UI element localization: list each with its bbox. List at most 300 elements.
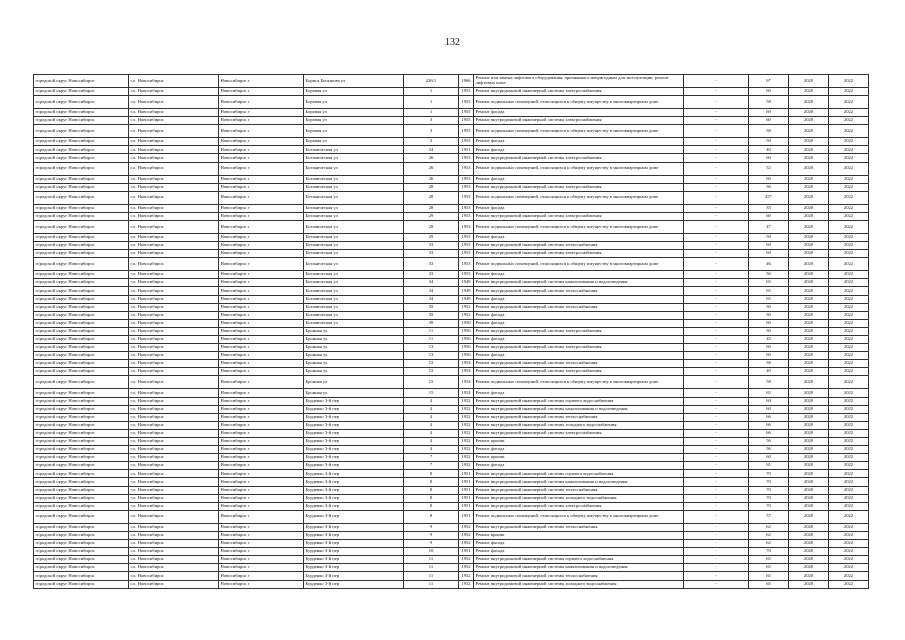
table-row [34,486,869,494]
district-cell: городской округ Новосибирск [34,446,129,454]
table-row [34,413,869,421]
work-type-cell: Ремонт фасада [474,319,684,327]
end-year-cell: 2022 [829,389,869,397]
city-cell: Новосибирск г [219,303,304,311]
end-year-cell: 2022 [829,204,869,212]
house-number-cell: 9 [404,540,459,548]
table-row [34,548,869,556]
year-built-cell: 1955 [459,88,474,96]
year-built-cell: 1951 [459,510,474,523]
district-cell: городской округ Новосибирск [34,502,129,510]
city-cell: Новосибирск г [219,421,304,429]
year-built-cell: 1952 [459,454,474,462]
dash-cell: - [684,429,749,437]
street-cell: Бурденко 3-й пер [304,580,404,588]
end-year-cell: 2022 [829,531,869,539]
work-type-cell: Ремонт внутридомовой инженерной системы канализования и водоотведения [474,279,684,287]
end-year-cell: 2022 [829,502,869,510]
municipality-cell: г.о. Новосибирск [129,138,219,146]
year-built-cell: 1953 [459,204,474,212]
work-type-cell: Ремонт фасада [474,548,684,556]
street-cell: Ботаническая ул [304,279,404,287]
house-number-cell: 4 [404,446,459,454]
house-number-cell: 28 [404,183,459,191]
dash-cell: - [684,523,749,531]
work-type-cell: Ремонт внутридомовой инженерной системы канализования и водоотведения [474,564,684,572]
table-row [34,191,869,204]
months-cell: 66 [749,413,789,421]
street-cell: Ботаническая ул [304,175,404,183]
district-cell: городской округ Новосибирск [34,233,129,241]
street-cell: Бронная ул [304,389,404,397]
district-cell: городской округ Новосибирск [34,564,129,572]
start-year-cell: 2020 [789,117,829,125]
year-built-cell: 1954 [459,368,474,376]
dash-cell: - [684,271,749,279]
start-year-cell: 2020 [789,494,829,502]
city-cell: Новосибирск г [219,212,304,220]
year-built-cell: 1952 [459,564,474,572]
start-year-cell: 2020 [789,523,829,531]
year-built-cell: 1952 [459,405,474,413]
end-year-cell: 2022 [829,454,869,462]
work-type-cell: Ремонт фасада [474,204,684,212]
municipality-cell: г.о. Новосибирск [129,117,219,125]
city-cell: Новосибирск г [219,494,304,502]
house-number-cell: 33 [404,258,459,271]
street-cell: Бронная ул [304,352,404,360]
house-number-cell: 8 [404,486,459,494]
year-built-cell: 1953 [459,233,474,241]
year-built-cell: 1953 [459,183,474,191]
house-number-cell: 4 [404,413,459,421]
months-cell: 56 [749,438,789,446]
table-row [34,319,869,327]
municipality-cell: г.о. Новосибирск [129,88,219,96]
table-row [34,389,869,397]
year-built-cell: 1951 [459,478,474,486]
dash-cell: - [684,175,749,183]
months-cell: 52 [749,162,789,175]
city-cell: Новосибирск г [219,327,304,335]
months-cell: 6* [749,75,789,88]
street-cell: Ботаническая ул [304,295,404,303]
street-cell: Ботаническая ул [304,258,404,271]
house-number-cell: 34 [404,295,459,303]
year-built-cell: 1952 [459,397,474,405]
city-cell: Новосибирск г [219,556,304,564]
district-cell: городской округ Новосибирск [34,242,129,250]
start-year-cell: 2020 [789,446,829,454]
months-cell: 50 [749,327,789,335]
city-cell: Новосибирск г [219,125,304,138]
street-cell: Бурденко 3-й пер [304,564,404,572]
street-cell: Бурденко 3-й пер [304,531,404,539]
end-year-cell: 2022 [829,220,869,233]
dash-cell: - [684,258,749,271]
dash-cell: - [684,531,749,539]
work-type-cell: Ремонт внутридомовой инженерной системы теплоснабжения [474,572,684,580]
work-type-cell: Ремонт фасада [474,540,684,548]
street-cell: Бронная ул [304,360,404,368]
table-row [34,125,869,138]
district-cell: городской округ Новосибирск [34,319,129,327]
house-number-cell: 13 [404,344,459,352]
months-cell: 50 [749,311,789,319]
street-cell: Ботаническая ул [304,242,404,250]
work-type-cell: Ремонт внутридомовой инженерной системы теплоснабжения [474,287,684,295]
municipality-cell: г.о. Новосибирск [129,233,219,241]
year-built-cell: 1950 [459,319,474,327]
end-year-cell: 2022 [829,413,869,421]
start-year-cell: 2020 [789,220,829,233]
end-year-cell: 2022 [829,438,869,446]
district-cell: городской округ Новосибирск [34,154,129,162]
municipality-cell: г.о. Новосибирск [129,531,219,539]
table-row [34,303,869,311]
table-row [34,295,869,303]
work-type-cell: Ремонт подвальных помещений, относящихся к общему имуществу в многоквартирном доме [474,96,684,109]
start-year-cell: 2020 [789,75,829,88]
district-cell: городской округ Новосибирск [34,327,129,335]
start-year-cell: 2020 [789,486,829,494]
city-cell: Новосибирск г [219,470,304,478]
district-cell: городской округ Новосибирск [34,470,129,478]
dash-cell: - [684,146,749,154]
municipality-cell: г.о. Новосибирск [129,258,219,271]
work-type-cell: Ремонт подвальных помещений, относящихся к общему имуществу в многоквартирном доме [474,376,684,389]
start-year-cell: 2020 [789,462,829,470]
table-row [34,204,869,212]
dash-cell: - [684,88,749,96]
work-type-cell: Ремонт фасада [474,462,684,470]
year-built-cell: 1951 [459,146,474,154]
months-cell: 60 [749,352,789,360]
months-cell: 65 [749,572,789,580]
house-number-cell: 13 [404,352,459,360]
street-cell: Бронная ул [304,335,404,343]
work-type-cell: Ремонт внутридомовой инженерной системы холодного водоснабжения [474,580,684,588]
district-cell: городской округ Новосибирск [34,250,129,258]
city-cell: Новосибирск г [219,258,304,271]
city-cell: Новосибирск г [219,233,304,241]
house-number-cell: 24 [404,146,459,154]
dash-cell: - [684,344,749,352]
year-built-cell: 1953 [459,242,474,250]
year-built-cell: 1954 [459,376,474,389]
house-number-cell: 26 [404,175,459,183]
municipality-cell: г.о. Новосибирск [129,564,219,572]
months-cell: 60 [749,344,789,352]
house-number-cell: 11 [404,327,459,335]
start-year-cell: 2020 [789,212,829,220]
district-cell: городской округ Новосибирск [34,204,129,212]
table-row [34,75,869,88]
start-year-cell: 2020 [789,344,829,352]
city-cell: Новосибирск г [219,117,304,125]
months-cell: 65 [749,287,789,295]
end-year-cell: 2022 [829,429,869,437]
dash-cell: - [684,96,749,109]
year-built-cell: 1952 [459,413,474,421]
municipality-cell: г.о. Новосибирск [129,303,219,311]
end-year-cell: 2022 [829,446,869,454]
dash-cell: - [684,75,749,88]
months-cell: 60 [749,397,789,405]
end-year-cell: 2022 [829,109,869,117]
dash-cell: - [684,438,749,446]
end-year-cell: 2022 [829,376,869,389]
start-year-cell: 2020 [789,556,829,564]
city-cell: Новосибирск г [219,352,304,360]
start-year-cell: 2020 [789,470,829,478]
start-year-cell: 2020 [789,327,829,335]
street-cell: Ботаническая ул [304,250,404,258]
dash-cell: - [684,405,749,413]
months-cell: 70 [749,502,789,510]
start-year-cell: 2020 [789,540,829,548]
district-cell: городской округ Новосибирск [34,287,129,295]
year-built-cell: 1952 [459,438,474,446]
months-cell: 58 [749,96,789,109]
municipality-cell: г.о. Новосибирск [129,580,219,588]
street-cell: Ботаническая ул [304,303,404,311]
street-cell: Ботаническая ул [304,183,404,191]
district-cell: городской округ Новосибирск [34,191,129,204]
dash-cell: - [684,287,749,295]
house-number-cell: 4 [404,421,459,429]
end-year-cell: 2022 [829,352,869,360]
municipality-cell: г.о. Новосибирск [129,250,219,258]
year-built-cell: 1951 [459,470,474,478]
year-built-cell: 1956 [459,335,474,343]
street-cell: Боровая ул [304,96,404,109]
table-row [34,540,869,548]
table-row [34,146,869,154]
start-year-cell: 2020 [789,429,829,437]
street-cell: Бурденко 3-й пер [304,405,404,413]
city-cell: Новосибирск г [219,191,304,204]
start-year-cell: 2020 [789,510,829,523]
city-cell: Новосибирск г [219,376,304,389]
work-type-cell: Ремонт фасада [474,271,684,279]
work-type-cell: Ремонт фасада [474,311,684,319]
street-cell: Бурденко 3-й пер [304,413,404,421]
months-cell: 62 [749,531,789,539]
work-type-cell: Ремонт фасада [474,295,684,303]
city-cell: Новосибирск г [219,88,304,96]
year-built-cell: 1952 [459,531,474,539]
start-year-cell: 2020 [789,319,829,327]
district-cell: городской округ Новосибирск [34,175,129,183]
street-cell: Ботаническая ул [304,191,404,204]
year-built-cell: 1952 [459,429,474,437]
dash-cell: - [684,486,749,494]
months-cell: 60 [749,88,789,96]
year-built-cell: 1952 [459,421,474,429]
street-cell: Бурденко 3-й пер [304,462,404,470]
year-built-cell: 1953 [459,212,474,220]
end-year-cell: 2022 [829,287,869,295]
work-type-cell: Ремонт внутридомовой инженерной системы теплоснабжения [474,523,684,531]
start-year-cell: 2020 [789,303,829,311]
months-cell: 60 [749,242,789,250]
house-number-cell: 15 [404,376,459,389]
dash-cell: - [684,421,749,429]
months-cell: 57 [749,510,789,523]
start-year-cell: 2020 [789,295,829,303]
city-cell: Новосибирск г [219,109,304,117]
table-row [34,327,869,335]
municipality-cell: г.о. Новосибирск [129,438,219,446]
table-row [34,96,869,109]
start-year-cell: 2020 [789,438,829,446]
start-year-cell: 2020 [789,175,829,183]
start-year-cell: 2020 [789,271,829,279]
street-cell: Бурденко 3-й пер [304,540,404,548]
months-cell: 58 [749,125,789,138]
start-year-cell: 2020 [789,138,829,146]
table-row [34,564,869,572]
district-cell: городской округ Новосибирск [34,279,129,287]
dash-cell: - [684,125,749,138]
end-year-cell: 2022 [829,183,869,191]
municipality-cell: г.о. Новосибирск [129,548,219,556]
table-row [34,138,869,146]
start-year-cell: 2020 [789,311,829,319]
dash-cell: - [684,242,749,250]
city-cell: Новосибирск г [219,220,304,233]
district-cell: городской округ Новосибирск [34,335,129,343]
table-row [34,462,869,470]
district-cell: городской округ Новосибирск [34,376,129,389]
table [33,74,869,589]
city-cell: Новосибирск г [219,478,304,486]
district-cell: городской округ Новосибирск [34,352,129,360]
year-built-cell: 1955 [459,96,474,109]
municipality-cell: г.о. Новосибирск [129,175,219,183]
work-type-cell: Ремонт фасада [474,138,684,146]
street-cell: Бориса Богаткова ул [304,75,404,88]
table-row [34,212,869,220]
city-cell: Новосибирск г [219,344,304,352]
district-cell: городской округ Новосибирск [34,138,129,146]
start-year-cell: 2020 [789,454,829,462]
year-built-cell: 1951 [459,502,474,510]
work-type-cell: Ремонт фасада [474,109,684,117]
municipality-cell: г.о. Новосибирск [129,295,219,303]
house-number-cell: 39 [404,319,459,327]
street-cell: Бронная ул [304,376,404,389]
work-type-cell: Ремонт внутридомовой инженерной системы теплоснабжения [474,242,684,250]
dash-cell: - [684,303,749,311]
street-cell: Ботаническая ул [304,311,404,319]
district-cell: городской округ Новосибирск [34,523,129,531]
work-type-cell: Ремонт внутридомовой инженерной системы электроснабжения [474,429,684,437]
city-cell: Новосибирск г [219,580,304,588]
end-year-cell: 2022 [829,368,869,376]
year-built-cell: 1952 [459,572,474,580]
municipality-cell: г.о. Новосибирск [129,271,219,279]
house-number-cell: 3 [404,117,459,125]
start-year-cell: 2020 [789,250,829,258]
work-type-cell: Ремонт фасада [474,146,684,154]
house-number-cell: 33 [404,271,459,279]
district-cell: городской округ Новосибирск [34,183,129,191]
months-cell: 65 [749,295,789,303]
municipality-cell: г.о. Новосибирск [129,413,219,421]
house-number-cell: 8 [404,470,459,478]
dash-cell: - [684,556,749,564]
start-year-cell: 2020 [789,502,829,510]
street-cell: Ботаническая ул [304,220,404,233]
municipality-cell: г.о. Новосибирск [129,212,219,220]
house-number-cell: 11 [404,580,459,588]
city-cell: Новосибирск г [219,368,304,376]
house-number-cell: 7 [404,462,459,470]
street-cell: Бронная ул [304,368,404,376]
dash-cell: - [684,494,749,502]
street-cell: Боровая ул [304,109,404,117]
street-cell: Бурденко 3-й пер [304,446,404,454]
district-cell: городской округ Новосибирск [34,311,129,319]
dash-cell: - [684,138,749,146]
months-cell: 46 [749,258,789,271]
street-cell: Боровая ул [304,88,404,96]
street-cell: Ботаническая ул [304,162,404,175]
dash-cell: - [684,502,749,510]
year-built-cell: 1949 [459,287,474,295]
start-year-cell: 2020 [789,109,829,117]
dash-cell: - [684,117,749,125]
municipality-cell: г.о. Новосибирск [129,96,219,109]
months-cell: 56 [749,271,789,279]
months-cell: 70 [749,494,789,502]
municipality-cell: г.о. Новосибирск [129,470,219,478]
district-cell: городской округ Новосибирск [34,389,129,397]
dash-cell: - [684,446,749,454]
start-year-cell: 2020 [789,183,829,191]
house-number-cell: 1 [404,109,459,117]
street-cell: Боровая ул [304,138,404,146]
months-cell: 45 [749,335,789,343]
repair-schedule-table [33,74,868,589]
end-year-cell: 2022 [829,295,869,303]
house-number-cell: 1 [404,96,459,109]
district-cell: городской округ Новосибирск [34,540,129,548]
table-row [34,154,869,162]
months-cell: 65 [749,389,789,397]
start-year-cell: 2020 [789,88,829,96]
work-type-cell: Ремонт фасада [474,446,684,454]
street-cell: Бурденко 3-й пер [304,421,404,429]
street-cell: Бурденко 3-й пер [304,572,404,580]
months-cell: 58 [749,376,789,389]
months-cell: 58 [749,360,789,368]
months-cell: 65 [749,556,789,564]
house-number-cell: 9 [404,523,459,531]
start-year-cell: 2020 [789,413,829,421]
end-year-cell: 2022 [829,510,869,523]
year-built-cell: 1954 [459,360,474,368]
district-cell: городской округ Новосибирск [34,531,129,539]
work-type-cell: Ремонт крыши [474,454,684,462]
months-cell: 60 [749,454,789,462]
municipality-cell: г.о. Новосибирск [129,335,219,343]
house-number-cell: 28 [404,191,459,204]
district-cell: городской округ Новосибирск [34,125,129,138]
months-cell: 40 [749,146,789,154]
